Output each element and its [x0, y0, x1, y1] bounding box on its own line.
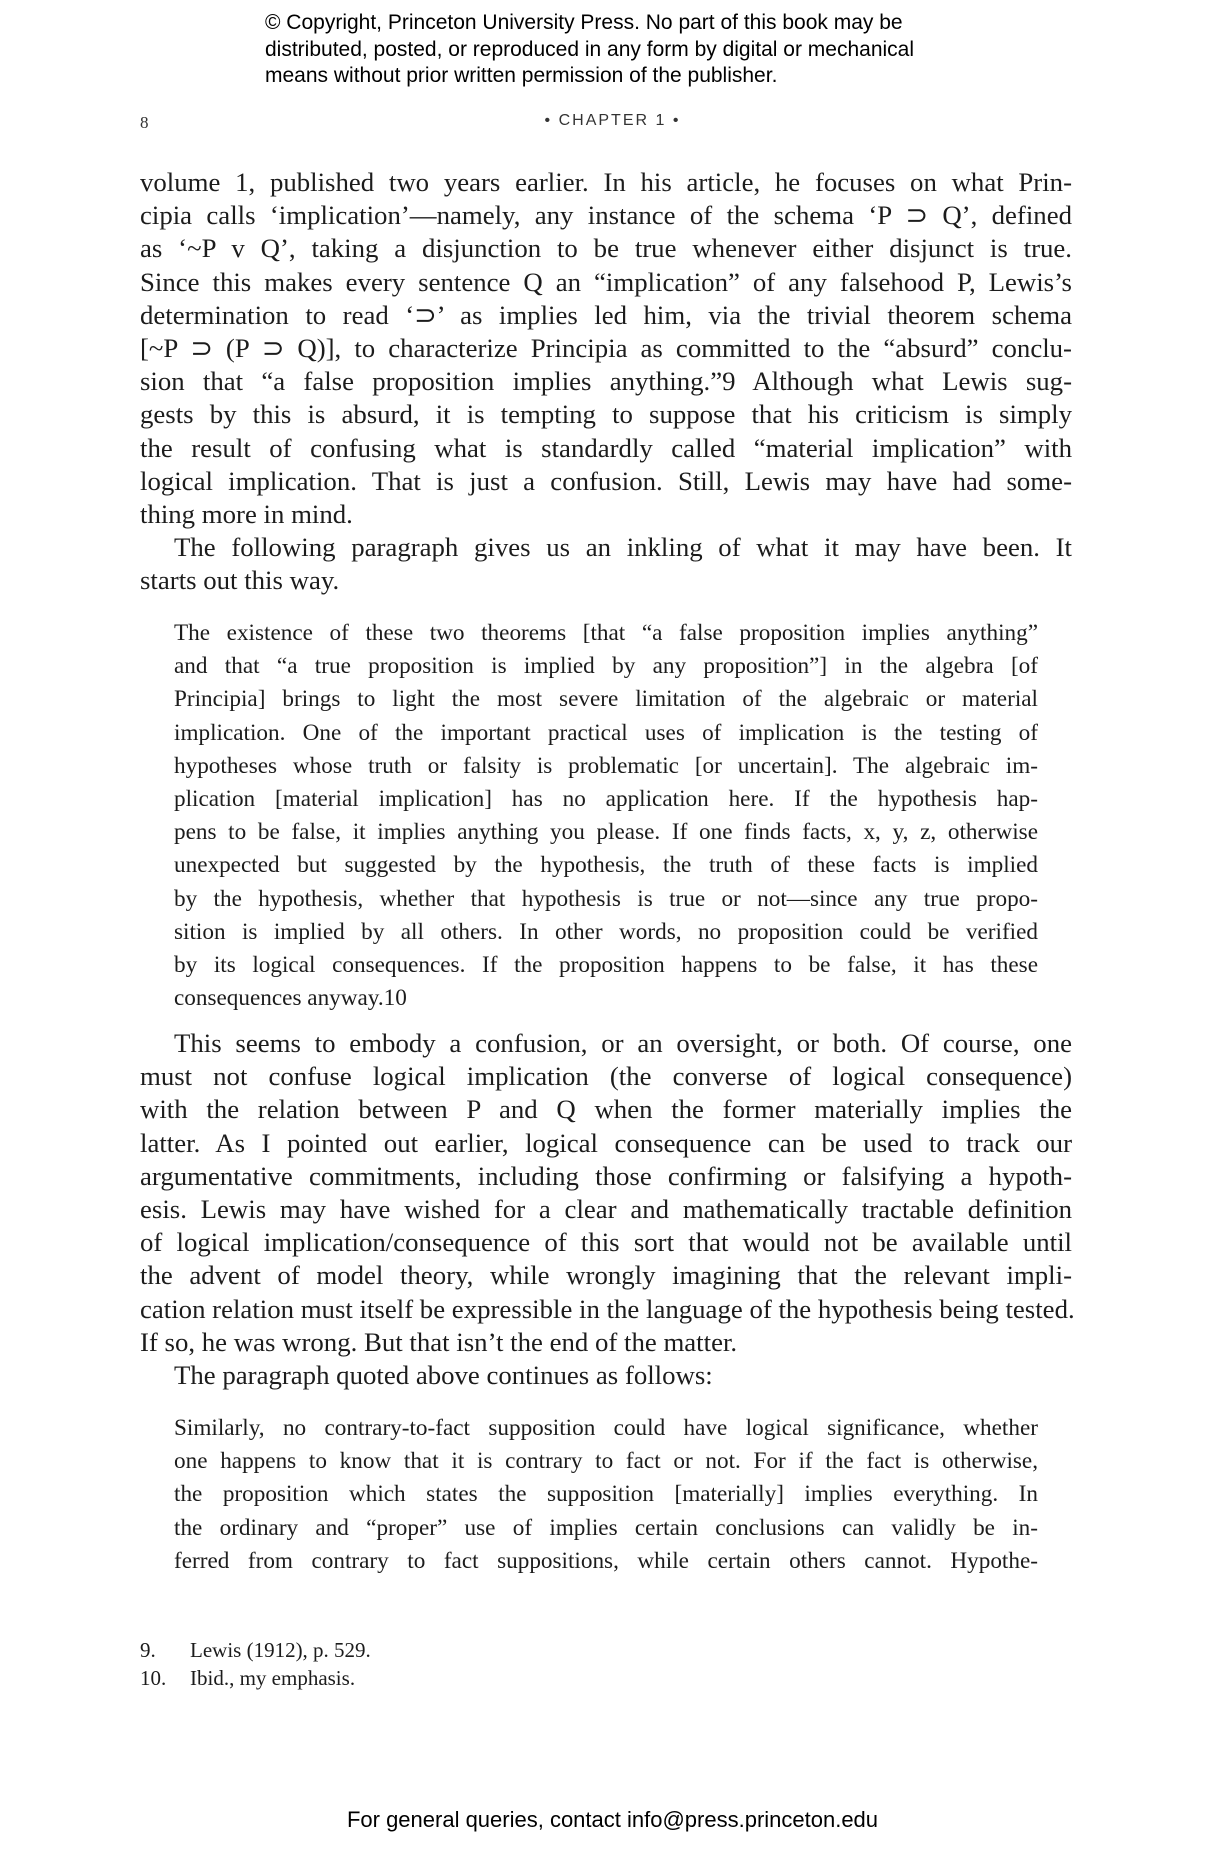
- text-line: cipia calls ‘implication’—namely, any instance of the schema ‘P ⊃ Q’, defined: [140, 200, 1072, 231]
- text-line: Since this makes every sentence Q an “implication” of any falsehood P, Lewis’s: [140, 266, 1072, 297]
- quote-line: Principia] brings to light the most severe limitation of the algebraic or material: [174, 686, 1038, 713]
- text-line: latter. As I pointed out earlier, logical consequence can be used to track our: [140, 1127, 1072, 1158]
- quote-line: sition is implied by all others. In other words, no proposition could be verified: [174, 918, 1038, 945]
- text-line: the advent of model theory, while wrongly imagining that the relevant impli-: [140, 1260, 1072, 1291]
- running-head: • CHAPTER 1 •: [544, 112, 681, 129]
- quote-line: consequences anyway.10: [174, 985, 407, 1012]
- footnote: [140, 1636, 371, 1664]
- text-line: of logical implication/consequence of this sort that would not be available until: [140, 1227, 1072, 1258]
- paragraph-3: [140, 1027, 1075, 1392]
- text-line: as ‘~P v Q’, taking a disjunction to be true whenever either disjunct is true.: [140, 233, 1072, 264]
- footer-contact: For general queries, contact info@press.princeton.edu: [346, 1807, 879, 1832]
- page-number: 8: [140, 113, 149, 132]
- quote-line: by its logical consequences. If the proposition happens to be false, it has these: [174, 952, 1038, 979]
- text-line: The paragraph quoted above continues as follows:: [174, 1360, 713, 1391]
- text-line: logical implication. That is just a confusion. Still, Lewis may have had some-: [140, 465, 1072, 496]
- text-line: with the relation between P and Q when the former materially implies the: [140, 1094, 1072, 1125]
- text-line: argumentative commitments, including those confirming or falsifying a hypoth-: [140, 1160, 1072, 1191]
- footnote-number: 9.: [140, 1638, 156, 1662]
- block-quote-1: [174, 617, 1038, 1015]
- quote-line: The existence of these two theorems [that “a false proposition implies anything”: [174, 620, 1038, 646]
- text-line: starts out this way.: [140, 565, 340, 596]
- paragraph-1: [140, 166, 1072, 598]
- quote-line: implication. One of the important practical uses of implication is the testing of: [174, 719, 1038, 746]
- block-quote-2: [174, 1412, 1038, 1578]
- text-line: The following paragraph gives us an inkling of what it may have been. It: [174, 532, 1072, 563]
- quote-line: unexpected but suggested by the hypothesis, the truth of these facts is implied: [174, 852, 1038, 879]
- quote-line: plication [material implication] has no application here. If the hypothesis hap-: [174, 786, 1038, 813]
- text-line: sion that “a false proposition implies anything.”9 Although what Lewis sug-: [140, 366, 1072, 397]
- copyright-line: means without prior written permission of the publisher.: [265, 64, 778, 87]
- quote-line: the ordinary and “proper” use of implies certain conclusions can validly be in-: [174, 1514, 1038, 1541]
- footnote: [140, 1664, 371, 1692]
- text-line: must not confuse logical implication (the converse of logical consequence): [140, 1061, 1072, 1092]
- footnote-text: Ibid., my emphasis.: [190, 1666, 356, 1690]
- quote-line: Similarly, no contrary-to-fact supposition could have logical significance, whether: [174, 1415, 1038, 1441]
- text-line: [~P ⊃ (P ⊃ Q)], to characterize Principia as committed to the “absurd” conclu-: [140, 333, 1072, 364]
- footnote-number: 10.: [140, 1666, 167, 1690]
- copyright-notice: [265, 10, 1025, 90]
- quote-line: ferred from contrary to fact suppositions, while certain others cannot. Hypothe-: [174, 1547, 1038, 1574]
- text-line: gests by this is absurd, it is tempting to suppose that his criticism is simply: [140, 399, 1072, 430]
- quote-line: and that “a true proposition is implied by any proposition”] in the algebra [of: [174, 653, 1038, 680]
- quote-line: by the hypothesis, whether that hypothesis is true or not—since any true propo-: [174, 885, 1038, 912]
- text-line: esis. Lewis may have wished for a clear and mathematically tractable definition: [140, 1194, 1072, 1225]
- copyright-line: distributed, posted, or reproduced in any form by digital or mechanical: [265, 37, 915, 61]
- quote-line: pens to be false, it implies anything you please. If one finds facts, x, y, z, otherwise: [174, 819, 1038, 846]
- text-line: the result of confusing what is standardly called “material implication” with: [140, 432, 1072, 463]
- text-line: determination to read ‘⊃’ as implies led him, via the trivial theorem schema: [140, 299, 1072, 330]
- text-line: If so, he was wrong. But that isn’t the end of the matter.: [140, 1326, 738, 1357]
- text-line: This seems to embody a confusion, or an oversight, or both. Of course, one: [174, 1028, 1072, 1058]
- quote-line: hypotheses whose truth or falsity is problematic [or uncertain]. The algebraic im-: [174, 752, 1038, 779]
- footnotes: [140, 1636, 371, 1692]
- text-line: cation relation must itself be expressible in the language of the hypothesis being tested.: [140, 1293, 1075, 1324]
- quote-line: one happens to know that it is contrary to fact or not. For if the fact is otherwise,: [174, 1448, 1038, 1475]
- footnote-text: Lewis (1912), p. 529.: [190, 1638, 371, 1662]
- text-line: thing more in mind.: [140, 499, 353, 530]
- quote-line: the proposition which states the supposition [materially] implies everything. In: [174, 1481, 1038, 1508]
- text-line: volume 1, published two years earlier. In his article, he focuses on what Prin-: [140, 167, 1072, 197]
- copyright-line: © Copyright, Princeton University Press. No part of this book may be: [265, 11, 903, 34]
